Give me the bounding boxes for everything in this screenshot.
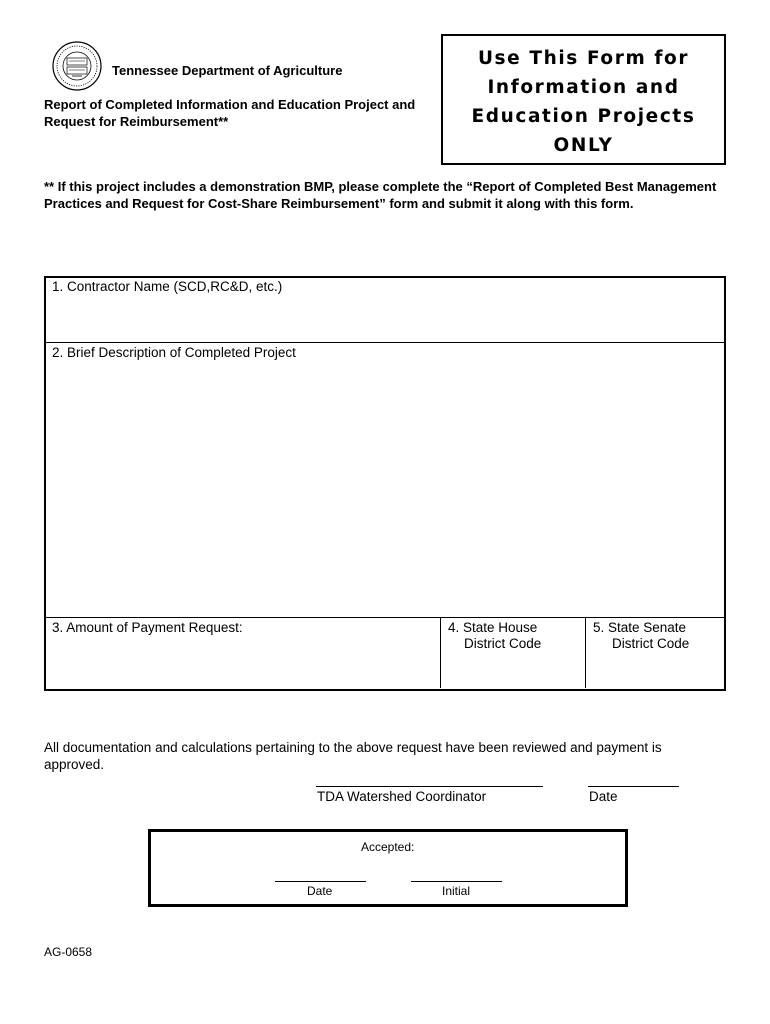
state-house-district-field[interactable] [442,654,583,686]
acceptance-initial-line[interactable] [411,881,502,882]
project-description-field[interactable] [46,362,722,614]
state-house-district-label [448,620,541,652]
banner-text [441,44,726,160]
acceptance-date-line[interactable] [275,881,366,882]
approval-date-line[interactable] [588,786,679,787]
contractor-name-field[interactable] [46,296,722,340]
coordinator-label: TDA Watershed Coordinator [317,789,487,804]
acceptance-date-label: Date [307,884,333,898]
state-seal-icon [52,41,102,91]
banner-line: Education Projects [471,106,696,127]
contractor-name-label: 1. Contractor Name (SCD,RC&D, etc.) [52,279,283,294]
approval-date-label: Date [589,789,618,804]
project-description-label: 2. Brief Description of Completed Project [52,345,296,360]
banner-line: ONLY [553,135,614,156]
state-house-label-line1: 4. State House [448,620,538,635]
department-name: Tennessee Department of Agriculture [112,63,343,78]
state-senate-district-field[interactable] [587,654,722,686]
approval-statement: All documentation and calculations pertaining to the above request have been reviewed and payment is approved. [44,740,662,772]
banner-line: Information and [487,77,680,98]
form-number: AG-0658 [44,945,93,959]
payment-amount-label: 3. Amount of Payment Request: [52,620,243,635]
banner-line: Use This Form for [477,48,690,69]
divider [45,342,724,343]
state-house-label-line2: District Code [464,636,542,651]
coordinator-signature-line[interactable] [316,786,543,787]
state-senate-label-line2: District Code [612,636,690,651]
divider [585,617,586,688]
report-title: Report of Completed Information and Education Project and Request for Reimbursement** [44,97,416,129]
bmp-note: ** If this project includes a demonstration BMP, please complete the “Report of Completed Best Management Practices and Request for Cost-Share Reimbursement” form and submit it along with this form. [44,179,717,211]
divider [45,617,724,618]
accepted-label: Accepted: [361,840,415,854]
acceptance-initial-label: Initial [442,884,471,898]
state-senate-label-line1: 5. State Senate [593,620,687,635]
state-senate-district-label [593,620,689,652]
payment-amount-field[interactable] [46,638,438,686]
divider [440,617,441,688]
